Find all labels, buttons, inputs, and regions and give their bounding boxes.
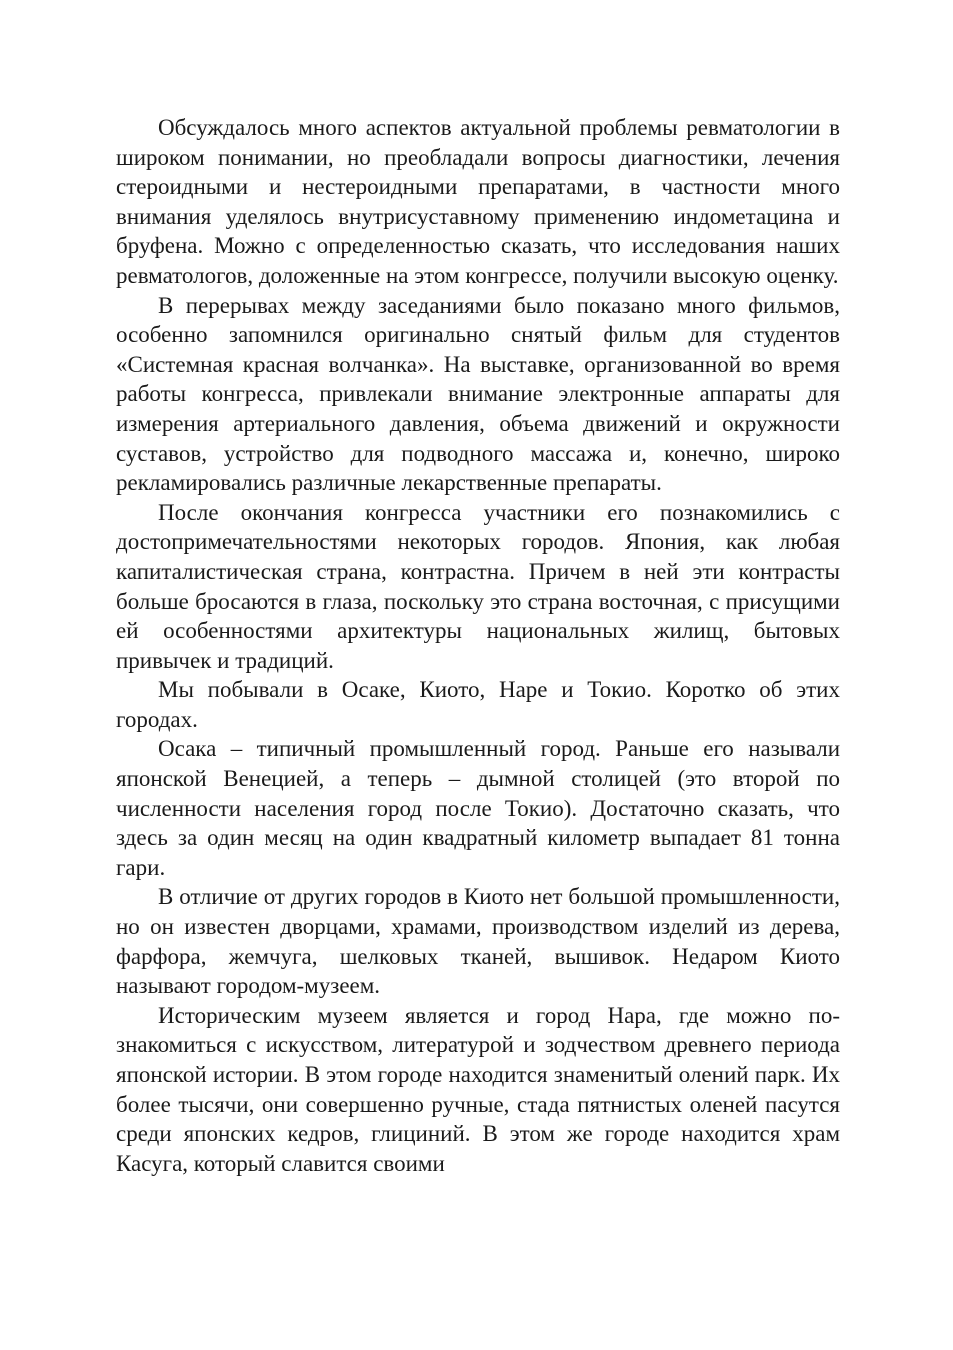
paragraph-nara: Историческим музеем является и город Нара, где можно познакомиться с искусством, литературой и зодчеством древнего периода японской истории. В этом городе находится знаменитый олений парк. Их более тысячи, они совершенно ручные, стада пятнистых оленей пасутся среди японских кедров, глициний. В этом же городе находится храм Касуга, который славится своими — [116, 1002, 840, 1176]
body-text — [116, 113, 840, 1178]
paragraph-after-congress: После окончания конгресса участники его познакомились с достопримечательностями некоторых городов. Япония, как любая капиталистическая страна, контрастна. Причем в ней эти контрасты больше бросаются в глаза, поскольку это страна восточная, с присущими ей особенностями архитектуры национальных жилищ, бытовых привычек и традиций. — [116, 499, 840, 673]
paragraph-kyoto: В отличие от других городов в Киото нет большой промышленности, но он известен дворцами, храмами, производством изделий из дерева, фарфора, жемчуга, шелковых тканей, вышивок. Недаром Киото называют городом-музеем. — [116, 884, 840, 999]
paragraph-osaka: Осака – типичный промышленный город. Раньше его называли японской Венецией, а теперь – дымной столицей (это второй по численности населения город после Токио). Достаточно сказать, что здесь за один месяц на один квадратный километр выпадает 81 тонна гари. — [116, 736, 840, 880]
paragraph-visited-cities: Мы побывали в Осаке, Киото, Наре и Токио. Коротко об этих городах. — [116, 677, 840, 732]
paragraph-films-exhibition: В перерывах между заседаниями было показано много фильмов, особенно запомнился оригинально снятый фильм для студентов «Системная красная волчанка». На выставке, организованной во время работы конгресса, привлекали внимание электронные аппараты для измерения артериального давления, объема движений и окружности суставов, устройство для подводного массажа и, конечно, широко рекламировались различные лекарственные препараты. — [116, 292, 840, 496]
paragraph-rheumatology-aspects: Обсуждалось много аспектов актуальной проблемы ревматологии в широком понимании, но преобладали вопросы диагностики, лечения стероидными и нестероидными препаратами, в частности много внимания уделялось внутрисуставному применению индометацина и бруфена. Можно с определенностью сказать, что исследования наших ревматологов, доложенные на этом конгрессе, получили высокую оценку. — [116, 115, 840, 288]
